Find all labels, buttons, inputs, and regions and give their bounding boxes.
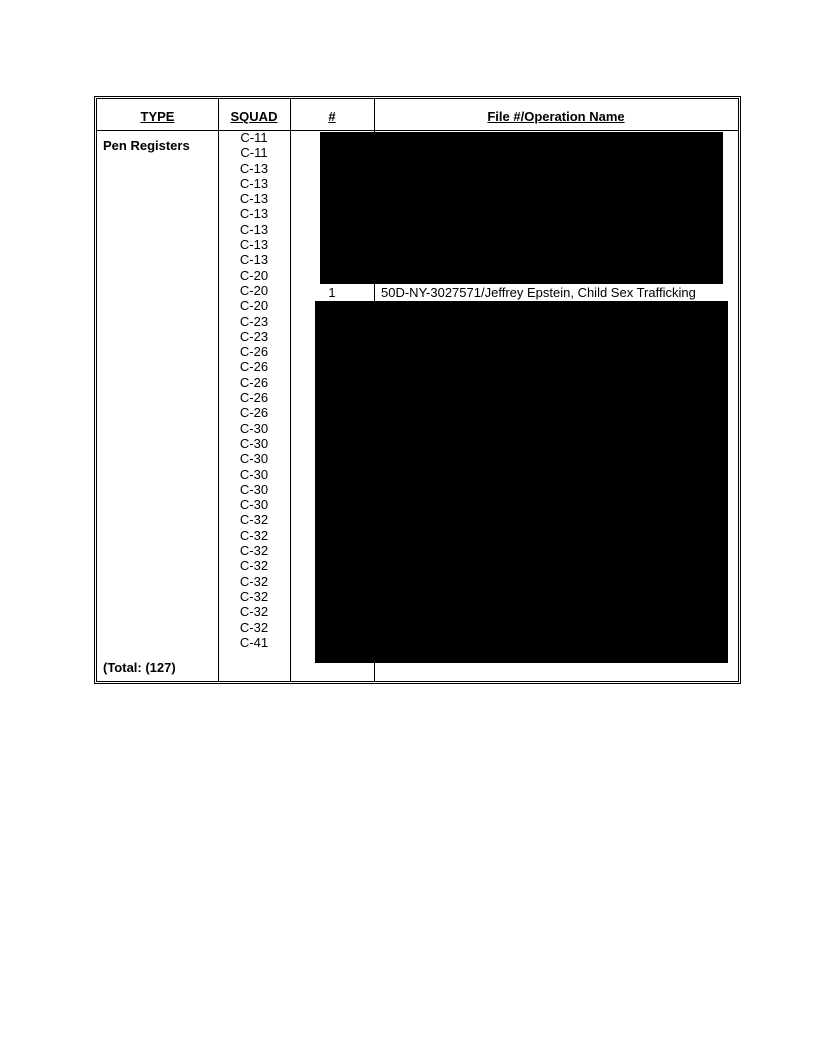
header-file-operation: File #/Operation Name xyxy=(487,109,625,124)
squad-cell: C-23 xyxy=(239,313,269,329)
squad-cell: C-13 xyxy=(239,160,269,176)
squad-cell: C-13 xyxy=(239,252,269,268)
header-number: # xyxy=(328,109,336,124)
squad-cell: C-32 xyxy=(239,512,269,528)
squad-cell: C-26 xyxy=(239,344,269,360)
squad-cell: C-30 xyxy=(239,497,269,513)
squad-cell: C-11 xyxy=(240,130,268,145)
squad-cell: C-20 xyxy=(239,267,269,283)
squad-cell: C-32 xyxy=(239,527,269,543)
squad-cell: C-26 xyxy=(239,390,269,406)
squad-cell: C-23 xyxy=(239,328,269,344)
squad-cell: C-13 xyxy=(239,206,269,222)
squad-cell: C-32 xyxy=(239,588,269,604)
squad-cell: C-13 xyxy=(239,191,269,207)
column-divider xyxy=(290,99,291,681)
redaction-block xyxy=(320,132,723,284)
squad-cell: C-32 xyxy=(239,543,269,559)
squad-cell: C-30 xyxy=(239,435,269,451)
squad-cell: C-26 xyxy=(239,359,269,375)
squad-cell: C-13 xyxy=(239,221,269,237)
redaction-block xyxy=(315,301,728,663)
squad-column xyxy=(218,130,290,650)
total-count: (Total: (127) xyxy=(103,660,176,675)
squad-cell: C-11 xyxy=(240,145,268,161)
squad-cell: C-13 xyxy=(239,237,269,253)
type-pen-registers: Pen Registers xyxy=(103,138,190,153)
squad-cell: C-30 xyxy=(239,420,269,436)
squad-cell: C-20 xyxy=(239,282,269,298)
visible-row-file: 50D-NY-3027571/Jeffrey Epstein, Child Sex Trafficking xyxy=(381,285,696,300)
squad-cell: C-41 xyxy=(239,634,269,650)
squad-cell: C-26 xyxy=(239,374,269,390)
squad-cell: C-32 xyxy=(239,604,269,620)
squad-cell: C-30 xyxy=(239,481,269,497)
squad-cell: C-20 xyxy=(239,298,269,314)
squad-cell: C-30 xyxy=(239,451,269,467)
header-squad: SQUAD xyxy=(230,109,278,124)
squad-cell: C-26 xyxy=(239,405,269,421)
squad-cell: C-30 xyxy=(239,466,269,482)
squad-cell: C-32 xyxy=(239,573,269,589)
header-type: TYPE xyxy=(140,109,175,124)
header-divider xyxy=(97,130,738,131)
squad-cell: C-32 xyxy=(239,619,269,635)
squad-cell: C-13 xyxy=(239,175,269,191)
squad-cell: C-32 xyxy=(239,558,269,574)
visible-row-number: 1 xyxy=(328,285,336,300)
